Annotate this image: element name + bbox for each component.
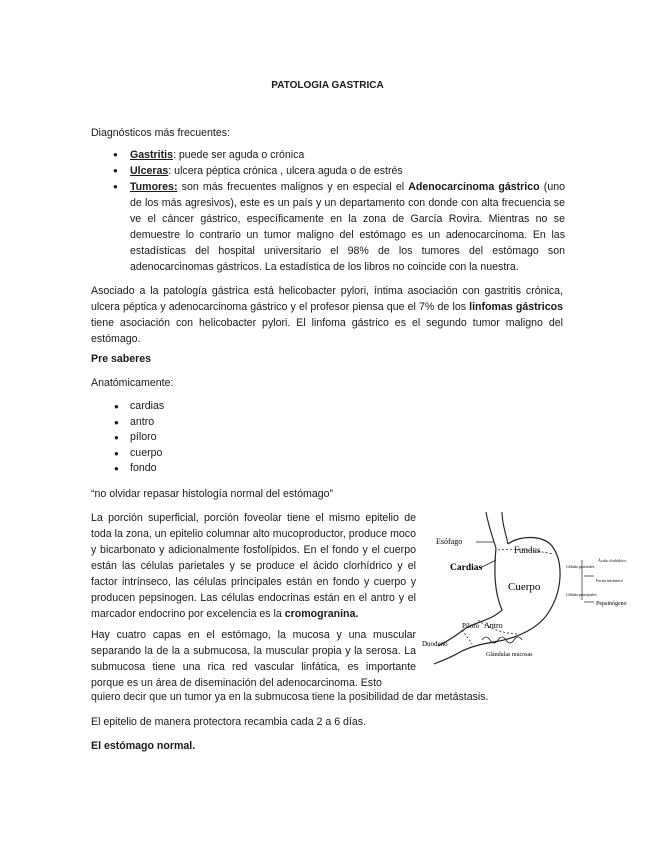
anatomy-item: ● fondo xyxy=(112,461,164,477)
anatomy-item: ● cuerpo xyxy=(112,446,164,462)
diagnosis-item: ● Tumores: son más frecuentes malignos y en especial el Adenocarcinoma gástrico (uno de los más agresivos), este es un país y un departamento con donde con alta frecuencia se ve el cáncer gástrico, específicamente en la zona de García Rovira. Mientras no se demuestre lo contrario un tumor maligno del estómago es un adenocarcinoma. En las estadísticas del hospital universitario el 98% de los tumores del estómago son adenocarcinomas gástricos. La estadística de los libros no coincide con la nuestra. xyxy=(110,179,565,275)
label-glandulas: Glándulas mucosas xyxy=(486,652,533,658)
label-factor: Factor intrínseco xyxy=(596,578,623,583)
paragraph-superficial: La porción superficial, porción foveolar tiene el mismo epitelio de toda la zona, un epitelio columnar alto mucoproductor, produce moco y bicarbonato y adicionalmente fosfolípidos. En el fondo y el cuerpo están las células parietales y se produce el ácido clorhídrico y el factor intrínseco, las células principales están en fondo y cuerpo y producen pepsinogen. Las células endocrinas están en el antro y el marcador endocrino por excelencia es la cromogranina. xyxy=(91,512,416,620)
label-celulas-principales: Células principales xyxy=(566,592,597,597)
diagnosis-item: ● Ulceras: ulcera péptica crónica , ulcera aguda o de estrés xyxy=(110,163,565,179)
label-duodeno: Duodeno xyxy=(422,640,448,648)
label-celulas-parietales: Células parietales xyxy=(566,564,595,569)
label-piloro: Píloro xyxy=(462,622,480,630)
stomach-outer-curve xyxy=(434,538,560,665)
anatomicamente-label: Anatómicamente: xyxy=(91,377,174,389)
paragraph-asociado: Asociado a la patología gástrica está helicobacter pylori, íntima asociación con gastritis crónica, ulcera péptica y adenocarcinoma gástrico y el profesor piensa que el 7% de los linfomas gástricos tiene asociación con helicobacter pylori. El linfoma gástrico es el segundo tumor maligno del estómago. xyxy=(91,285,563,345)
anatomy-item: ● píloro xyxy=(112,430,164,446)
label-cardias: Cardias xyxy=(450,563,483,573)
label-esofago: Esófago xyxy=(436,537,463,546)
paragraph-capas: Hay cuatro capas en el estómago, la mucosa y una muscular separando la de la a submucosa, la muscular propia y la serosa. La submucosa tiene una rica red vascular linfática, es importante porque es un área de diseminación del adenocarcinoma. Esto xyxy=(91,629,416,689)
heading-pre-saberes: Pre saberes xyxy=(91,353,152,365)
document-title: PATOLOGIA GASTRICA xyxy=(271,80,384,91)
quote-text: “no olvidar repasar histología normal del estómago” xyxy=(91,488,334,500)
anatomy-item: ● cardias xyxy=(112,399,164,415)
label-pepsinogeno: Pepsinógeno xyxy=(596,601,627,607)
label-fundus: Fundus xyxy=(514,545,541,555)
heading-estomago-normal: El estómago normal. xyxy=(91,740,196,752)
cardias-pointer xyxy=(480,560,496,568)
anatomy-item: ● antro xyxy=(112,415,164,431)
diagnosis-item: ● Gastritis: puede ser aguda o crónica xyxy=(110,147,565,163)
paragraph-capas-tail: quiero decir que un tumor ya en la submucosa tiene la posibilidad de dar metástasis. xyxy=(91,691,489,703)
paragraph-epitelio: El epitelio de manera protectora recambia cada 2 a 6 días. xyxy=(91,716,367,728)
intro-text: Diagnósticos más frecuentes: xyxy=(91,127,230,139)
label-acido: Ácido clorhídrico xyxy=(598,558,627,563)
label-cuerpo: Cuerpo xyxy=(508,581,541,593)
pylorus-divider xyxy=(462,630,472,644)
label-antro: Antro xyxy=(484,621,503,630)
esophagus-outline xyxy=(486,512,496,548)
stomach-diagram xyxy=(422,510,627,685)
anatomy-list xyxy=(112,399,164,477)
esophagus-outline-right xyxy=(502,512,508,544)
diagnoses-list xyxy=(110,147,565,275)
